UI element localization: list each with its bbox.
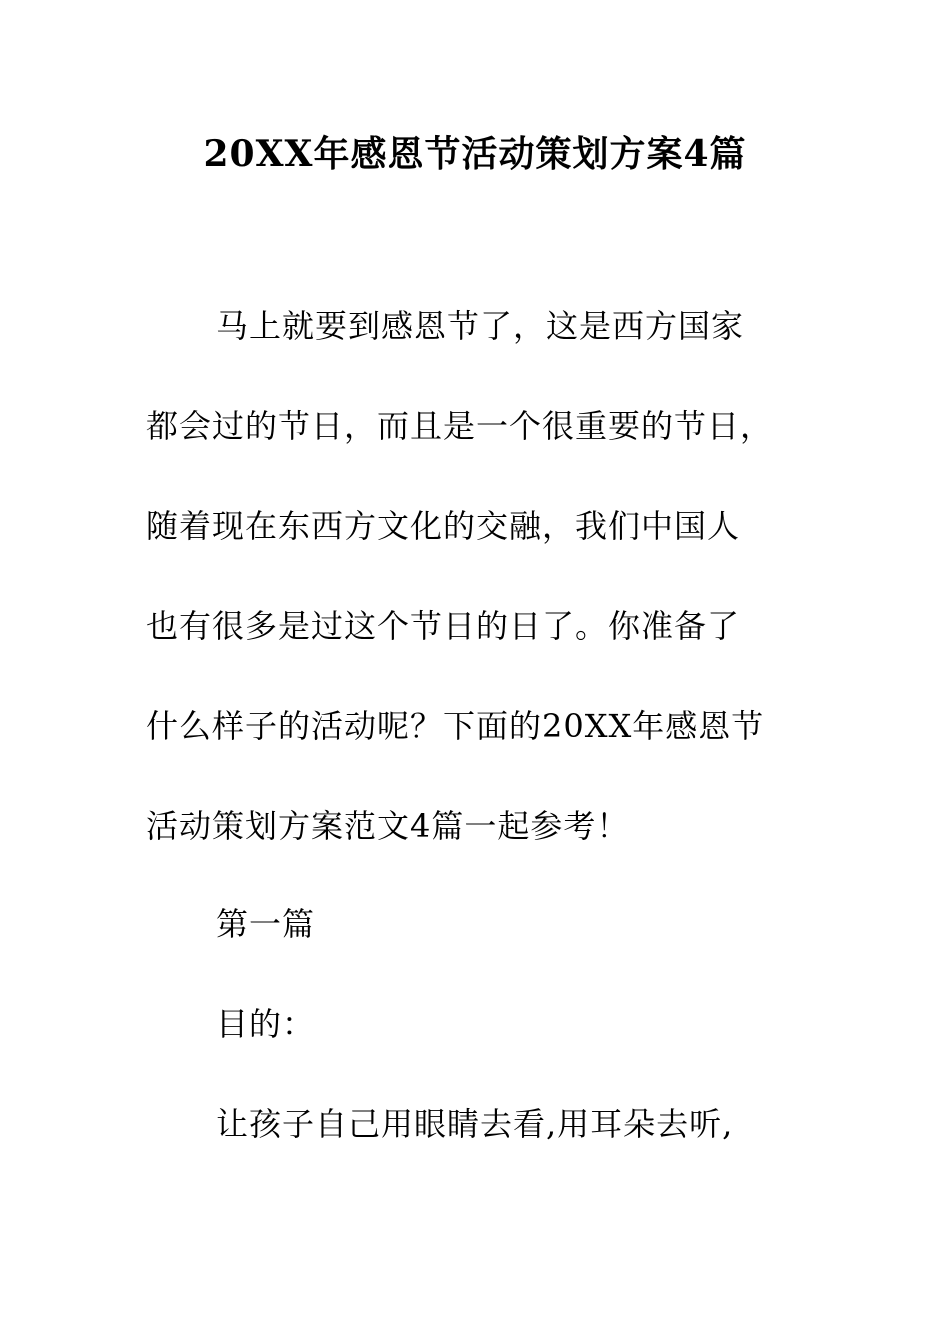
intro-line-2: 都会过的节日，而且是一个很重要的节日，	[146, 407, 774, 445]
intro-line-6: 活动策划方案范文4篇一起参考！	[146, 807, 630, 845]
purpose-label: 目的：	[216, 1005, 316, 1043]
purpose-line: 让孩子自己用眼睛去看,用耳朵去听,	[216, 1105, 734, 1143]
intro-line-5: 什么样子的活动呢？下面的20XX年感恩节	[146, 707, 765, 745]
section-heading: 第一篇	[216, 905, 316, 943]
intro-line-3: 随着现在东西方文化的交融，我们中国人	[146, 507, 741, 545]
intro-line-1: 马上就要到感恩节了，这是西方国家	[216, 307, 745, 345]
intro-line-4: 也有很多是过这个节日的日了。你准备了	[146, 607, 741, 645]
document-title: 20XX年感恩节活动策划方案4篇	[203, 133, 747, 175]
